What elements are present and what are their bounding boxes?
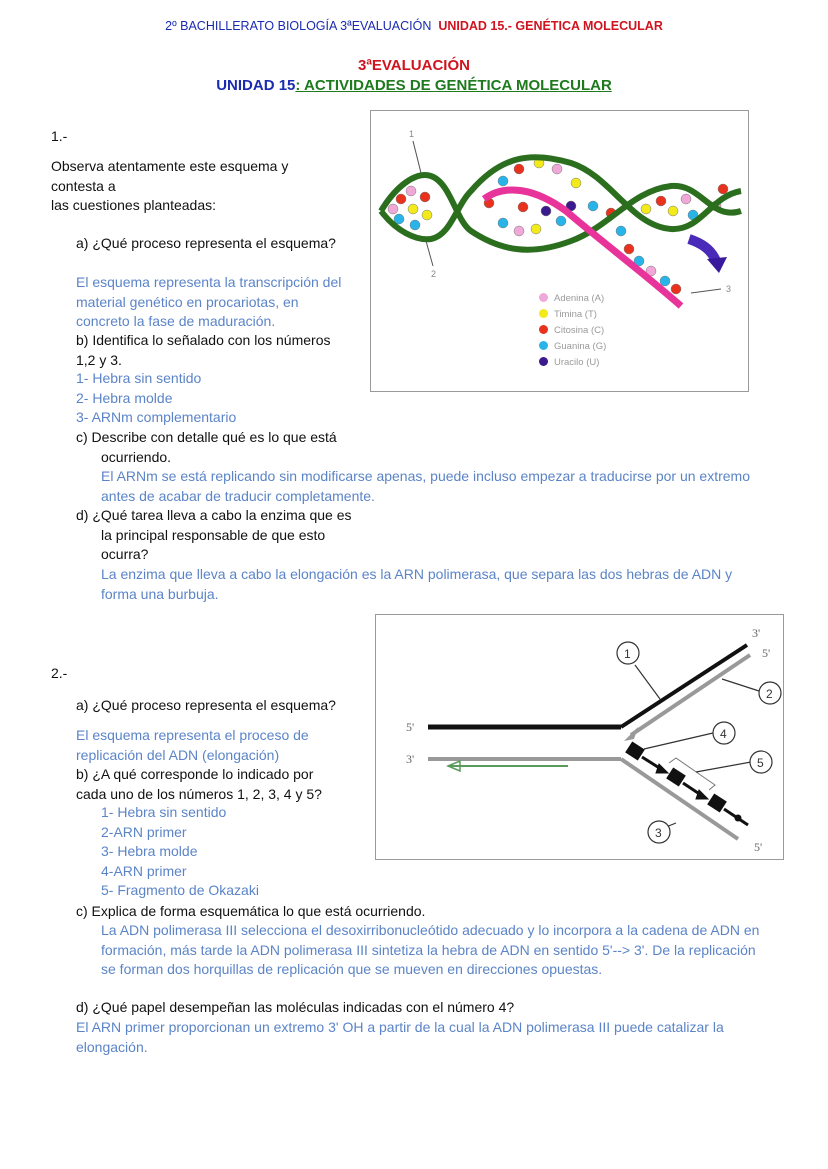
exercise2-number: 2.-	[51, 665, 68, 681]
ex1-question-b	[76, 331, 330, 370]
legend-label: Citosina (C)	[554, 325, 605, 336]
transcription-figure	[370, 110, 749, 392]
answer-line: El esquema representa la transcripción del	[76, 274, 342, 290]
direction-arrow-icon	[689, 239, 716, 261]
direction-arrowhead-icon	[707, 257, 727, 273]
question-line: ocurriendo.	[101, 448, 172, 465]
pointer-5	[696, 762, 751, 772]
nucleotide-base	[498, 176, 508, 186]
figure2-label-4: 4	[720, 727, 727, 741]
intro-line: contesta a	[51, 177, 116, 194]
nucleotide-base	[518, 202, 528, 212]
pointer-4	[644, 733, 713, 749]
ex1-question-a: a) ¿Qué proceso representa el esquema?	[76, 235, 336, 251]
unit-title-suffix: : ACTIVIDADES DE GENÉTICA MOLECULAR	[295, 77, 612, 94]
primer-block-3	[708, 794, 726, 812]
nucleotide-base	[420, 192, 430, 202]
primer-block-1	[626, 742, 644, 760]
answer-line: 4-ARN primer	[101, 862, 187, 879]
answer-line: material genético en procariotas, en	[76, 293, 299, 310]
ex2-question-a: a) ¿Qué proceso representa el esquema?	[76, 697, 336, 713]
nucleotide-base	[556, 216, 566, 226]
strand-1	[621, 645, 747, 727]
legend-item-thymine	[539, 307, 606, 323]
legend-label: Uracilo (U)	[554, 357, 600, 368]
question-line: la principal responsable de que esto	[101, 526, 326, 543]
ex1-answer-c	[101, 467, 750, 506]
uracil-dot-icon	[539, 357, 548, 366]
exercise1-number: 1.-	[51, 128, 68, 144]
nucleotide-base	[406, 186, 416, 196]
legend-label: Adenina (A)	[554, 293, 605, 304]
ex2-answer-b	[101, 803, 259, 901]
ex2-question-c: c) Explica de forma esquemática lo que está ocurriendo.	[76, 903, 426, 919]
legend-item-guanine	[539, 339, 606, 355]
answer-line: 3- ARNm complementario	[76, 409, 237, 425]
nucleotide-base	[410, 220, 420, 230]
ex2-question-b	[76, 765, 322, 804]
answer-line: antes de acabar de traducir completamente.	[101, 487, 375, 504]
intro-line: las cuestiones planteadas:	[51, 197, 216, 213]
question-line: b) Identifica lo señalado con los números	[76, 332, 331, 348]
answer-line: La ADN polimerasa III selecciona el desoxirribonucleótido adecuado y lo incorpora a la cadena de ADN en	[101, 922, 760, 938]
pointer-1	[635, 665, 660, 699]
answer-line: La enzima que lleva a cabo la elongación es la ARN polimerasa, que separa las dos hebras de ADN y	[101, 566, 733, 582]
nucleotide-base	[408, 204, 418, 214]
answer-line: 1- Hebra sin sentido	[76, 370, 202, 386]
answer-line: se forman dos horquillas de replicación que se mueven en direcciones opuestas.	[101, 961, 603, 977]
pointer-1	[413, 141, 421, 173]
strand-2	[631, 655, 750, 735]
header-unit: UNIDAD 15.- GENÉTICA MOLECULAR	[438, 19, 663, 33]
answer-line: El ARNm se está replicando sin modificarse apenas, puede incluso empezar a traducirse por un extremo	[101, 468, 750, 484]
answer-line: formación, más tarde la ADN polimerasa III sintetiza la hebra de ADN en sentido 5'--> 3'. De la replicación	[101, 941, 756, 958]
end-label-3-right: 3'	[752, 626, 761, 640]
answer-line: 2- Hebra molde	[76, 389, 173, 406]
replication-figure	[375, 614, 784, 860]
ex2-answer-c	[101, 921, 759, 980]
nucleotide-base	[498, 218, 508, 228]
primer-block-2	[667, 768, 685, 786]
figure2-label-2: 2	[766, 687, 773, 701]
unit-title	[0, 77, 828, 94]
question-line: 1,2 y 3.	[76, 351, 122, 368]
nucleotide-base	[624, 244, 634, 254]
guanine-dot-icon	[539, 341, 548, 350]
intro-line: Observa atentamente este esquema y	[51, 158, 289, 174]
nucleotide-base	[514, 226, 524, 236]
figure1-label-3: 3	[726, 284, 732, 294]
ex1-answer-b	[76, 369, 236, 428]
nucleotide-base	[668, 206, 678, 216]
nucleotide-base	[388, 204, 398, 214]
evaluation-title: 3ªEVALUACIÓN	[358, 57, 470, 74]
nucleotide-base	[541, 206, 551, 216]
answer-line: 5- Fragmento de Okazaki	[101, 882, 259, 898]
legend-label: Guanina (G)	[554, 341, 607, 352]
answer-line: 3- Hebra molde	[101, 843, 198, 859]
question-line: cada uno de los números 1, 2, 3, 4 y 5?	[76, 785, 322, 802]
figure1-label-2: 2	[431, 269, 437, 279]
question-line: d) ¿Qué tarea lleva a cabo la enzima que es	[76, 507, 352, 523]
figure2-label-3: 3	[655, 826, 662, 840]
ex1-question-c	[76, 428, 337, 467]
legend-label: Timina (T)	[554, 309, 597, 320]
unit-title-prefix: UNIDAD 15	[216, 77, 296, 94]
question-line: c) Describe con detalle qué es lo que está	[76, 429, 337, 445]
pointer-3	[691, 289, 721, 293]
nucleotide-base	[396, 194, 406, 204]
answer-line: 2-ARN primer	[101, 823, 187, 840]
legend-item-uracil	[539, 355, 606, 371]
ex1-answer-a	[76, 273, 341, 332]
answer-line: elongación.	[76, 1038, 148, 1055]
end-label-3-left: 3'	[406, 752, 415, 766]
answer-line: 1- Hebra sin sentido	[101, 804, 227, 820]
pointer-2	[426, 241, 433, 266]
nucleotide-base	[656, 196, 666, 206]
nucleotide-base	[514, 164, 524, 174]
ex2-answer-a	[76, 726, 309, 765]
question-line: b) ¿A qué corresponde lo indicado por	[76, 766, 314, 782]
thymine-dot-icon	[539, 309, 548, 318]
nucleotide-base	[660, 276, 670, 286]
nucleotide-base	[641, 204, 651, 214]
nucleotide-base	[571, 178, 581, 188]
figure2-label-1: 1	[624, 647, 631, 661]
answer-line: replicación del ADN (elongación)	[76, 746, 280, 763]
question-line: ocurra?	[101, 546, 149, 562]
answer-line: forma una burbuja.	[101, 585, 219, 602]
answer-line: concreto la fase de maduración.	[76, 313, 276, 329]
nucleotide-base	[531, 224, 541, 234]
nucleotide-base	[616, 226, 626, 236]
fragment-3-end	[735, 815, 741, 821]
figure2-label-5: 5	[757, 756, 764, 770]
answer-line: El ARN primer proporcionan un extremo 3' OH a partir de la cual la ADN polimerasa III puede catalizar la	[76, 1019, 724, 1035]
pointer-2	[722, 679, 759, 691]
replication-fork-diagram	[376, 615, 783, 859]
nucleotide-base	[718, 184, 728, 194]
header-course: 2º BACHILLERATO BIOLOGÍA 3ªEVALUACIÓN	[165, 19, 432, 33]
ex2-answer-d	[76, 1018, 724, 1057]
okazaki-fragments	[626, 742, 748, 825]
figure1-label-1: 1	[409, 129, 415, 139]
ex2-question-d: d) ¿Qué papel desempeñan las moléculas indicadas con el número 4?	[76, 999, 515, 1015]
answer-line: El esquema representa el proceso de	[76, 727, 309, 743]
adenine-dot-icon	[539, 293, 548, 302]
ex1-answer-d	[101, 565, 732, 604]
nucleotide-base	[422, 210, 432, 220]
end-label-5-left: 5'	[406, 720, 415, 734]
ex1-question-d	[76, 506, 352, 565]
end-label-5-right: 5'	[762, 646, 771, 660]
cytosine-dot-icon	[539, 325, 548, 334]
legend-item-cytosine	[539, 323, 606, 339]
page-header	[0, 19, 828, 33]
base-legend	[539, 291, 606, 371]
exercise1-intro	[51, 157, 288, 216]
nucleotide-base	[552, 164, 562, 174]
legend-item-adenine	[539, 291, 606, 307]
nucleotide-base	[681, 194, 691, 204]
end-label-5-bottom: 5'	[754, 840, 763, 854]
nucleotide-base	[588, 201, 598, 211]
nucleotide-base	[671, 284, 681, 294]
